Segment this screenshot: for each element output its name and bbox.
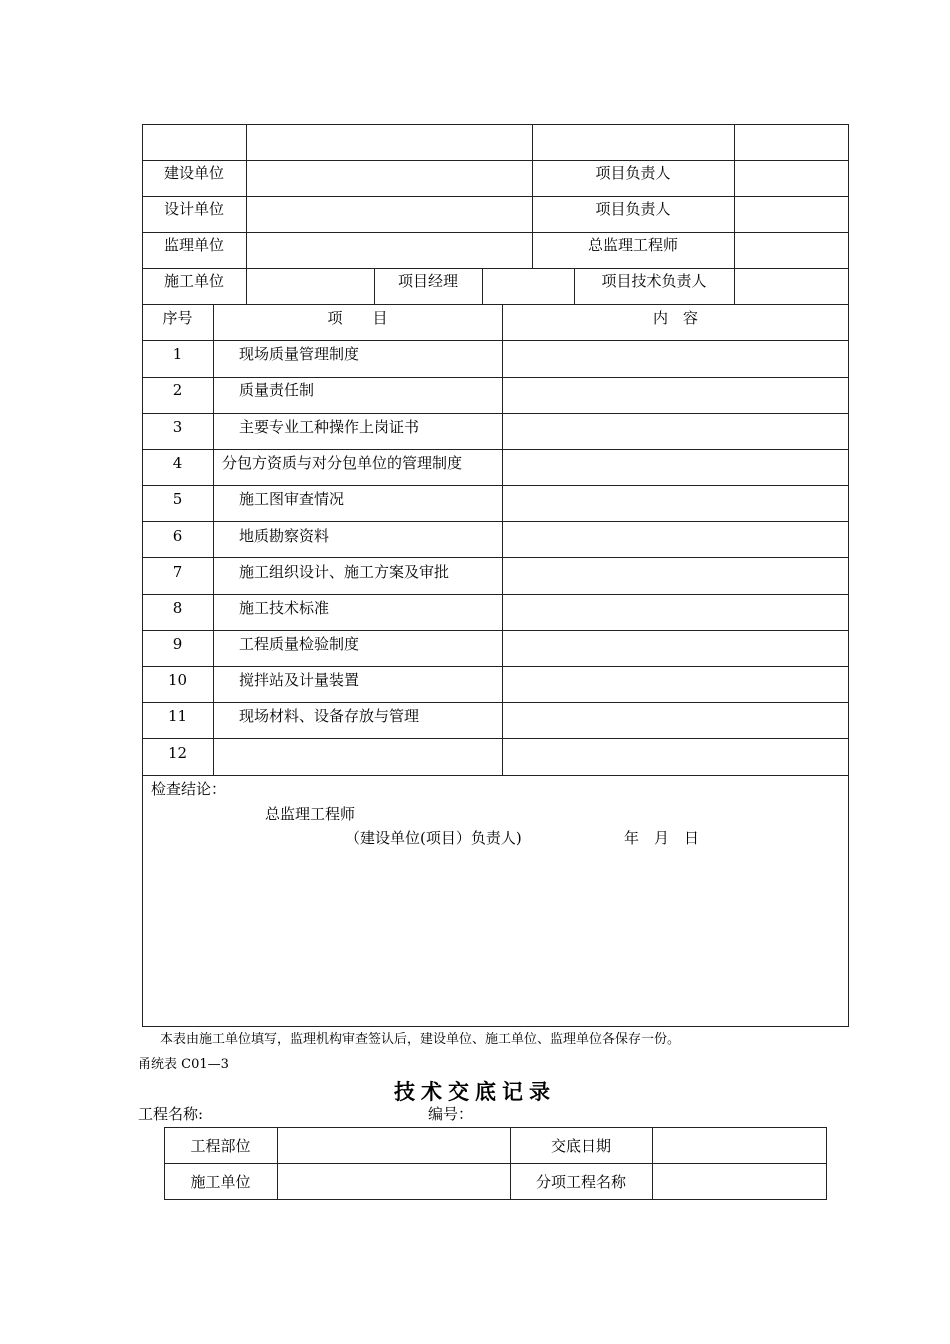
technical-briefing-title: 技术交底记录: [394, 1079, 556, 1104]
row-number: 7: [172, 563, 183, 581]
contractor-unit-label: 施工单位: [163, 272, 224, 290]
chief-supervisor-label: 总监理工程师: [587, 236, 678, 254]
contractor-label: 施工单位: [190, 1173, 251, 1191]
chief-supervisor-signature-label: 总监理工程师: [265, 805, 356, 823]
project-part-label: 工程部位: [190, 1137, 251, 1155]
row-item: 主要专业工种操作上岗证书: [239, 418, 420, 436]
conclusion-label: 检查结论：: [151, 780, 227, 798]
supervision-unit-label: 监理单位: [163, 236, 224, 254]
row-number: 11: [167, 707, 188, 725]
column-header-item: 项 目: [327, 309, 388, 327]
design-unit-label: 设计单位: [163, 200, 224, 218]
row-number: 1: [172, 345, 183, 363]
column-header-no: 序号: [162, 309, 193, 327]
column-header-content: 内 容: [652, 309, 698, 327]
row-number: 12: [167, 744, 188, 762]
construction-leader-signature-label: （建设单位(项目）负责人): [345, 829, 522, 847]
briefing-date-label: 交底日期: [550, 1137, 611, 1155]
row-number: 8: [172, 599, 183, 617]
row-item: 分包方资质与对分包单位的管理制度: [222, 454, 463, 472]
row-item: 质量责任制: [239, 381, 315, 399]
project-name-label: 工程名称:: [138, 1105, 204, 1123]
project-leader-label: 项目负责人: [595, 164, 671, 182]
row-item: 施工图审查情况: [239, 490, 345, 508]
row-number: 6: [172, 527, 183, 545]
row-number: 2: [172, 381, 183, 399]
row-item: 施工组织设计、施工方案及审批: [239, 563, 450, 581]
construction-unit-label: 建设单位: [163, 164, 224, 182]
row-item: 施工技术标准: [239, 599, 330, 617]
project-manager-label: 项目经理: [397, 272, 458, 290]
number-label: 编号：: [428, 1105, 474, 1123]
row-item: 现场质量管理制度: [239, 345, 360, 363]
row-number: 9: [172, 635, 183, 653]
footnote: 本表由施工单位填写，监理机构审查签认后，建设单位、施工单位、监理单位各保存一份。: [160, 1032, 681, 1047]
technical-leader-label: 项目技术负责人: [601, 272, 707, 290]
row-item: 工程质量检验制度: [239, 635, 360, 653]
row-item: 地质勘察资料: [239, 527, 330, 545]
row-number: 3: [172, 418, 183, 436]
form-code: 甬统表 C01—3: [138, 1057, 229, 1072]
row-number: 5: [172, 490, 183, 508]
row-number: 4: [172, 454, 183, 472]
date-label: 年 月 日: [624, 829, 700, 847]
row-item: 搅拌站及计量装置: [239, 671, 360, 689]
project-leader-label: 项目负责人: [595, 200, 671, 218]
row-number: 10: [167, 671, 188, 689]
row-item: 现场材料、设备存放与管理: [239, 707, 420, 725]
subitem-name-label: 分项工程名称: [535, 1173, 626, 1191]
